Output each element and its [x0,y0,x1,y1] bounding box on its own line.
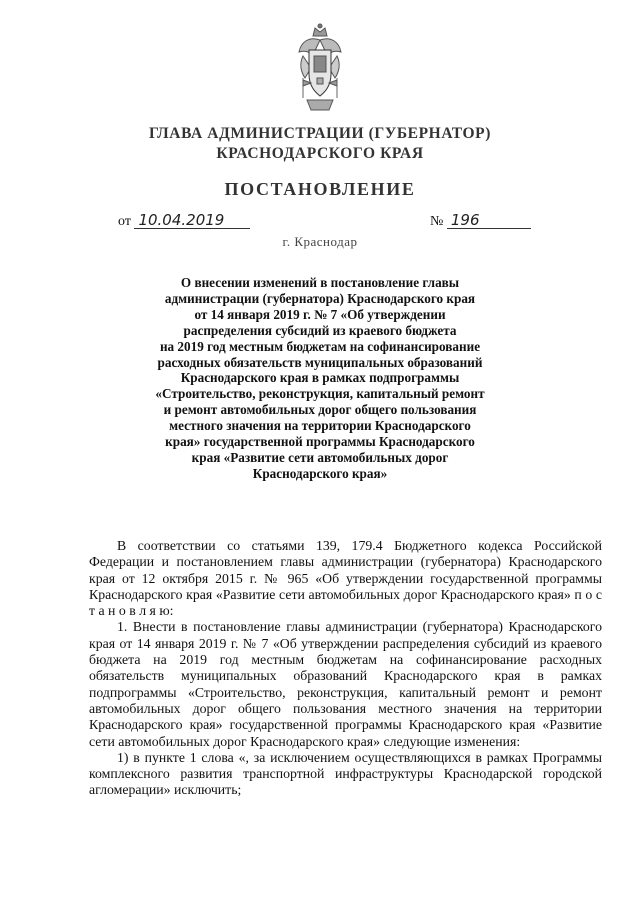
coat-of-arms-icon [295,22,345,114]
authority-line-1: ГЛАВА АДМИНИСТРАЦИИ (ГУБЕРНАТОР) [149,125,491,142]
title-line: местного значения на территории Краснодарского [169,418,471,434]
date-value: 10.04.2019 [134,213,250,229]
number-line [430,213,531,230]
authority-line-2: КРАСНОДАРСКОГО КРАЯ [216,145,424,162]
date-prefix: от [118,214,131,229]
document-body [89,538,602,799]
city: г. Краснодар [282,234,358,249]
paragraph-subitem-1: 1) в пункте 1 слова «, за исключением осуществляющихся в рамках Программы комплексного развития транспортной инфраструктуры Краснодарской городской агломерации» исключить; [89,749,602,798]
issuing-authority [0,124,640,164]
number-prefix: № [430,214,444,229]
title-line: Краснодарского края в рамках подпрограммы [180,370,460,386]
title-line: «Строительство, реконструкция, капитальный ремонт [155,386,485,402]
document-type: ПОСТАНОВЛЕНИЕ [224,179,416,199]
paragraph-item-1: 1. Внести в постановление главы администрации (губернатора) Краснодарского края от 14 января 2019 г. № 7 «Об утверждении распределения субсидий из краевого бюджета на 2019 год местным бюджетам на софинансирование расходных обязательств муниципальных образований Краснодарского края в рамках подпрограммы «Строительство, реконструкция, капитальный ремонт и ремонт автомобильных дорог общего пользования местного значения на территории Краснодарского края» государственной программы Краснодарского края «Развитие сети автомобильных дорог Краснодарского края» следующие изменения: [89,619,602,749]
title-line: расходных обязательств муниципальных образований [157,354,483,370]
title-line: от 14 января 2019 г. № 7 «Об утверждении [194,306,446,322]
document-title [140,275,500,482]
date-line [118,213,250,230]
paragraph-preamble: В соответствии со статьями 139, 179.4 Бюджетного кодекса Российской Федерации и постановлением главы администрации (губернатора) Краснодарского края от 12 октября 2015 г. № 965 «Об утверждении государственной программы Краснодарского края «Развитие сети автомобильных дорог Краснодарского края» п о с т а н о в л я ю: [89,538,602,619]
title-line: на 2019 год местным бюджетам на софинансирование [159,338,481,354]
title-line: распределения субсидий из краевого бюджета [183,322,457,338]
title-line: края «Развитие сети автомобильных дорог [191,449,449,465]
title-line: края» государственной программы Краснодарского [165,434,475,450]
title-line: О внесении изменений в постановление главы [180,275,460,290]
title-line: и ремонт автомобильных дорог общего пользования [163,402,477,418]
title-line: администрации (губернатора) Краснодарского края [164,290,476,306]
number-value: 196 [447,213,531,229]
title-line: Краснодарского края» [252,465,388,481]
